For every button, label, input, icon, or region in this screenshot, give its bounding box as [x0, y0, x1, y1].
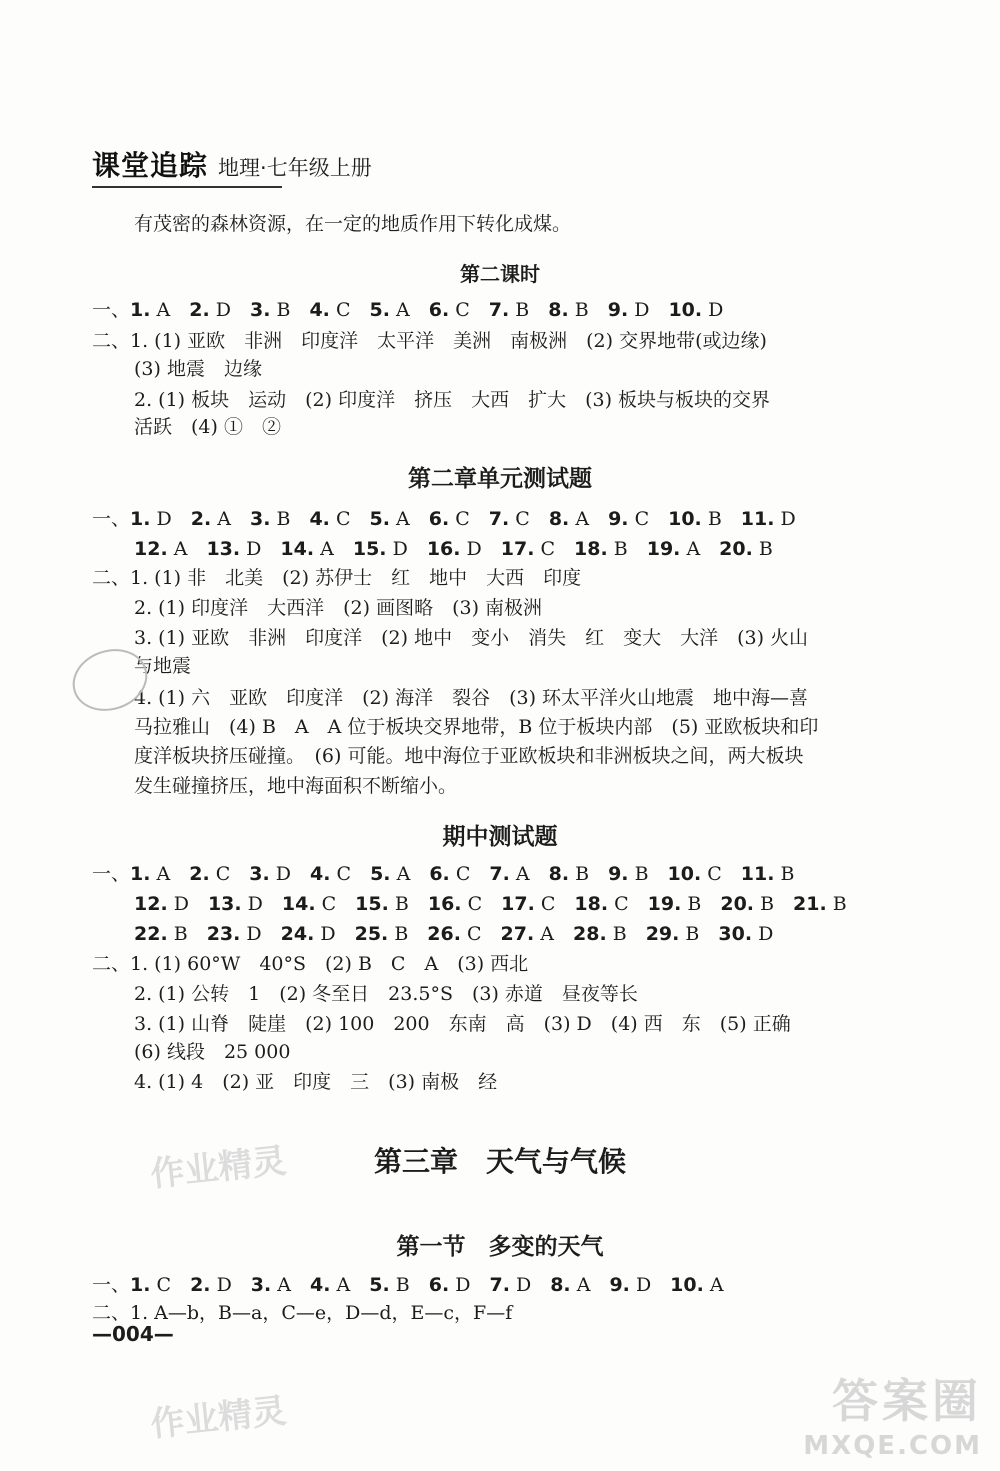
- question-number: 6.: [428, 299, 450, 321]
- answer-item: [249, 862, 291, 886]
- answer-letter: D: [173, 893, 189, 915]
- question-number: 1.: [130, 299, 151, 321]
- answer-letter: D: [758, 923, 774, 945]
- answer-item: [355, 892, 409, 916]
- answer-letter: D: [392, 538, 408, 560]
- answer-letter: B: [394, 923, 409, 945]
- answer-item: [428, 892, 482, 916]
- answer-line: 2. (1) 公转 1 (2) 冬至日 23.5°S (3) 赤道 昼夜等长: [134, 983, 638, 1005]
- question-number: 1.: [130, 863, 151, 885]
- question-number: 22.: [134, 923, 168, 945]
- answer-item: [647, 537, 700, 561]
- answer-letter: B: [612, 923, 627, 945]
- answer-letter: B: [276, 508, 291, 530]
- answer-line: 2. (1) 印度洋 大西洋 (2) 画图略 (3) 南极洲: [134, 597, 543, 619]
- answer-letter: A: [575, 508, 590, 530]
- answer-item: [280, 537, 333, 561]
- answer-item: [670, 1273, 723, 1297]
- answer-letter: B: [685, 923, 700, 945]
- answer-item: [574, 892, 628, 916]
- answer-item: [429, 507, 470, 531]
- answer-item: [250, 507, 290, 531]
- answer-line: 度洋板块挤压碰撞。 (6) 可能。地中海位于亚欧板块和非洲板块之间，两大板块: [134, 745, 804, 767]
- header-rule: [92, 186, 282, 188]
- answer-row: [92, 862, 813, 886]
- question-number: 11.: [740, 863, 775, 885]
- answer-item: [355, 922, 409, 946]
- question-number: 1.: [130, 508, 151, 530]
- answer-item: [309, 298, 350, 322]
- question-number: 3.: [250, 1274, 272, 1296]
- question-number: 2.: [189, 299, 210, 321]
- question-number: 7.: [489, 1274, 510, 1296]
- question-number: 11.: [740, 508, 775, 530]
- answer-letter: C: [455, 508, 470, 530]
- answer-item: [501, 892, 555, 916]
- question-number: 18.: [574, 538, 608, 560]
- answer-item: [501, 537, 555, 561]
- answer-letter: C: [515, 508, 530, 530]
- page-header: [92, 150, 372, 182]
- question-number: 30.: [718, 923, 753, 945]
- answer-letter: A: [156, 863, 171, 885]
- chapter-title: 第三章 天气与气候: [373, 1145, 626, 1178]
- answer-item: [134, 922, 188, 946]
- watermark: [803, 1365, 982, 1461]
- answer-item: [608, 507, 649, 531]
- answer-letter: D: [216, 1274, 232, 1296]
- question-number: 4.: [309, 508, 330, 530]
- answer-line: 2. (1) 板块 运动 (2) 印度洋 挤压 大西 扩大 (3) 板块与板块的交界: [134, 389, 771, 411]
- row-prefix: 一、: [92, 508, 131, 530]
- answer-item: [793, 892, 847, 916]
- answer-item: [668, 862, 722, 886]
- answer-item: [668, 507, 722, 531]
- book-subtitle: 地理·七年级上册: [218, 156, 372, 180]
- answer-item: [370, 862, 410, 886]
- answer-row: [92, 1273, 743, 1297]
- question-number: 6.: [428, 1274, 450, 1296]
- answer-letter: D: [708, 299, 724, 321]
- answer-line: (3) 地震 边缘: [134, 358, 262, 380]
- answer-letter: C: [540, 893, 556, 915]
- answer-item: [489, 862, 529, 886]
- question-number: 13.: [206, 538, 241, 560]
- answer-letter: C: [335, 299, 351, 321]
- answer-letter: A: [686, 538, 701, 560]
- answer-item: [719, 537, 773, 561]
- answer-item: [489, 1273, 531, 1297]
- question-number: 19.: [646, 538, 681, 560]
- question-number: 4.: [310, 1274, 331, 1296]
- answer-line: 二、1. (1) 非 北美 (2) 苏伊士 红 地中 大西 印度: [92, 567, 582, 589]
- answer-item: [208, 892, 263, 916]
- answer-item: [282, 892, 336, 916]
- answer-letter: A: [396, 863, 411, 885]
- answer-letter: C: [707, 863, 722, 885]
- answer-line: 4. (1) 六 亚欧 印度洋 (2) 海洋 裂谷 (3) 环太平洋火山地震 地中海—喜: [134, 687, 809, 709]
- question-number: 13.: [207, 893, 242, 915]
- question-number: 8.: [548, 299, 569, 321]
- answer-letter: D: [780, 508, 796, 530]
- answer-item: [370, 298, 410, 322]
- answer-letter: A: [277, 1274, 292, 1296]
- answer-item: [609, 1273, 651, 1297]
- section-title-lesson2: 第二课时: [460, 262, 540, 286]
- answer-item: [668, 298, 723, 322]
- answer-letter: D: [247, 893, 263, 915]
- question-number: 20.: [720, 893, 755, 915]
- answer-item: [427, 537, 482, 561]
- question-number: 21.: [793, 893, 827, 915]
- faint-stamp-text: 作业精灵: [148, 1140, 289, 1195]
- question-number: 5.: [370, 863, 391, 885]
- intro-text: 有茂密的森林资源，在一定的地质作用下转化成煤。: [134, 213, 572, 235]
- answer-item: [134, 892, 189, 916]
- answer-letter: A: [156, 299, 171, 321]
- answer-letter: B: [394, 893, 409, 915]
- answer-item: [741, 862, 795, 886]
- question-number: 15.: [352, 538, 387, 560]
- answer-letter: B: [634, 863, 649, 885]
- answer-row: [92, 507, 815, 531]
- answer-letter: C: [215, 863, 231, 885]
- answer-item: [189, 862, 230, 886]
- answer-letter: C: [614, 893, 629, 915]
- answer-letter: C: [634, 508, 650, 530]
- answer-letter: B: [832, 893, 847, 915]
- answer-item: [489, 298, 529, 322]
- question-number: 29.: [645, 923, 680, 945]
- answer-item: [310, 862, 351, 886]
- answer-item: [574, 537, 628, 561]
- answer-item: [251, 1273, 291, 1297]
- answer-item: [573, 922, 627, 946]
- answer-letter: C: [336, 863, 352, 885]
- answer-item: [720, 892, 774, 916]
- answer-letter: D: [275, 863, 292, 885]
- question-number: 7.: [489, 863, 510, 885]
- answer-item: [281, 922, 336, 946]
- answer-item: [353, 537, 408, 561]
- watermark-url: MXQE.COM: [803, 1431, 982, 1461]
- answer-letter: C: [455, 299, 470, 321]
- section-title-midterm: 期中测试题: [442, 824, 558, 850]
- answer-letter: D: [634, 299, 650, 321]
- question-number: 5.: [369, 1274, 390, 1296]
- question-number: 17.: [500, 538, 535, 560]
- answer-letter: C: [156, 1274, 172, 1296]
- answer-letter: B: [760, 893, 775, 915]
- answer-line: 与地震: [134, 655, 192, 677]
- answer-line: 二、1. (1) 60°W 40°S (2) B C A (3) 西北: [92, 953, 529, 975]
- answer-letter: A: [336, 1274, 351, 1296]
- answer-letter: D: [466, 538, 482, 560]
- faint-stamp-text: 作业精灵: [148, 1390, 289, 1445]
- answer-row: [134, 537, 792, 561]
- answer-letter: A: [320, 538, 334, 560]
- answer-letter: C: [540, 538, 556, 560]
- question-number: 14.: [281, 893, 316, 915]
- question-number: 16.: [427, 893, 462, 915]
- answer-letter: B: [687, 893, 702, 915]
- answer-letter: B: [707, 508, 722, 530]
- answer-item: [207, 922, 262, 946]
- answer-letter: D: [215, 299, 231, 321]
- question-number: 9.: [608, 508, 629, 530]
- answer-item: [130, 1273, 171, 1297]
- answer-item: [608, 862, 648, 886]
- answer-letter: B: [574, 299, 589, 321]
- answer-letter: D: [455, 1274, 471, 1296]
- answer-letter: A: [396, 299, 410, 321]
- answer-letter: D: [246, 923, 262, 945]
- answer-item: [646, 922, 700, 946]
- question-number: 19.: [647, 893, 682, 915]
- page-number: —004—: [92, 1322, 174, 1346]
- question-number: 28.: [573, 923, 607, 945]
- question-number: 5.: [369, 299, 390, 321]
- question-number: 15.: [355, 893, 389, 915]
- answer-line: 马拉雅山 (4) B A A 位于板块交界地带，B 位于板块内部 (5) 亚欧板块和印: [134, 716, 819, 738]
- answer-item: [501, 922, 554, 946]
- question-number: 3.: [249, 508, 271, 530]
- answer-row: [92, 298, 742, 322]
- answer-letter: D: [320, 923, 336, 945]
- answer-item: [427, 922, 481, 946]
- question-number: 14.: [280, 538, 315, 560]
- question-number: 2.: [190, 1274, 211, 1296]
- question-number: 17.: [501, 893, 535, 915]
- question-number: 12.: [134, 538, 168, 560]
- question-number: 2.: [190, 508, 212, 530]
- question-number: 27.: [500, 923, 535, 945]
- question-number: 24.: [280, 923, 315, 945]
- question-number: 26.: [427, 923, 461, 945]
- answer-letter: C: [335, 508, 351, 530]
- answer-item: [369, 1273, 409, 1297]
- answer-letter: A: [396, 508, 410, 530]
- question-number: 8.: [548, 508, 570, 530]
- answer-item: [190, 1273, 232, 1297]
- answer-line: 4. (1) 4 (2) 亚 印度 三 (3) 南极 经: [134, 1071, 498, 1093]
- answer-item: [191, 507, 231, 531]
- answer-letter: C: [321, 893, 337, 915]
- answer-item: [550, 1273, 590, 1297]
- question-number: 23.: [206, 923, 241, 945]
- question-number: 6.: [428, 508, 450, 530]
- question-number: 9.: [608, 863, 629, 885]
- question-number: 3.: [249, 863, 270, 885]
- question-number: 10.: [670, 1274, 704, 1296]
- answer-letter: B: [758, 538, 773, 560]
- question-number: 2.: [189, 863, 210, 885]
- answer-letter: B: [575, 863, 590, 885]
- answer-row: [134, 892, 866, 916]
- question-number: 4.: [309, 299, 330, 321]
- answer-item: [250, 298, 290, 322]
- question-number: 8.: [548, 863, 570, 885]
- answer-letter: B: [276, 299, 291, 321]
- row-prefix: 一、: [92, 299, 131, 321]
- question-number: 10.: [668, 508, 702, 530]
- answer-item: [741, 507, 796, 531]
- answer-line: 二、1. (1) 亚欧 非洲 印度洋 太平洋 美洲 南极洲 (2) 交界地带(或边缘): [92, 330, 767, 352]
- question-number: 9.: [609, 1274, 630, 1296]
- answer-letter: D: [515, 1274, 532, 1296]
- answer-letter: D: [635, 1274, 652, 1296]
- answer-letter: B: [780, 863, 795, 885]
- answer-item: [130, 862, 170, 886]
- question-number: 18.: [574, 893, 609, 915]
- answer-item: [309, 507, 350, 531]
- section-title-chapter3-section1: 第一节 多变的天气: [396, 1234, 604, 1260]
- answer-item: [370, 507, 410, 531]
- answer-item: [130, 298, 170, 322]
- answer-row: [134, 922, 792, 946]
- answer-item: [429, 298, 470, 322]
- answer-item: [189, 298, 231, 322]
- answer-letter: B: [173, 923, 188, 945]
- answer-item: [549, 507, 589, 531]
- answer-letter: D: [246, 538, 262, 560]
- question-number: 20.: [719, 538, 753, 560]
- answer-item: [206, 537, 261, 561]
- answer-line: 3. (1) 亚欧 非洲 印度洋 (2) 地中 变小 消失 红 变大 大洋 (3) 火山: [134, 627, 809, 649]
- question-number: 4.: [310, 863, 331, 885]
- answer-letter: B: [395, 1274, 410, 1296]
- question-number: 10.: [668, 299, 703, 321]
- question-number: 5.: [369, 508, 390, 530]
- answer-item: [429, 862, 470, 886]
- question-number: 7.: [488, 508, 510, 530]
- question-number: 1.: [130, 1274, 151, 1296]
- section-title-chapter2-test: 第二章单元测试题: [408, 466, 592, 492]
- watermark-logo-text: 答案圈: [832, 1374, 982, 1428]
- answer-letter: C: [467, 893, 483, 915]
- question-number: 10.: [667, 863, 702, 885]
- answer-letter: C: [467, 923, 482, 945]
- answer-item: [489, 507, 530, 531]
- answer-item: [608, 298, 650, 322]
- question-number: 7.: [488, 299, 510, 321]
- answer-letter: B: [613, 538, 628, 560]
- question-number: 16.: [426, 538, 461, 560]
- answer-letter: A: [540, 923, 554, 945]
- answer-line: 发生碰撞挤压，地中海面积不断缩小。: [134, 775, 458, 797]
- question-number: 9.: [607, 299, 629, 321]
- answer-letter: A: [576, 1274, 591, 1296]
- question-number: 8.: [550, 1274, 571, 1296]
- answer-letter: A: [217, 508, 231, 530]
- answer-item: [429, 1273, 471, 1297]
- question-number: 3.: [249, 299, 271, 321]
- answer-line: (6) 线段 25 000: [134, 1041, 291, 1063]
- answer-line: 二、1. A—b，B—a，C—e，D—d，E—c，F—f: [92, 1302, 513, 1324]
- answer-line: 3. (1) 山脊 陡崖 (2) 100 200 东南 高 (3) D (4) 西 东 (5) 正确: [134, 1013, 791, 1035]
- answer-letter: A: [173, 538, 188, 560]
- question-number: 6.: [429, 863, 450, 885]
- question-number: 25.: [354, 923, 389, 945]
- answer-item: [549, 862, 589, 886]
- answer-item: [718, 922, 773, 946]
- answer-letter: B: [515, 299, 530, 321]
- answer-letter: A: [515, 863, 530, 885]
- answer-item: [130, 507, 172, 531]
- row-prefix: 一、: [92, 863, 131, 885]
- answer-letter: A: [709, 1274, 724, 1296]
- answer-item: [548, 298, 588, 322]
- answer-letter: C: [455, 863, 471, 885]
- row-prefix: 一、: [92, 1274, 131, 1296]
- question-number: 12.: [134, 893, 168, 915]
- answer-item: [134, 537, 187, 561]
- answer-letter: D: [156, 508, 172, 530]
- answer-item: [310, 1273, 350, 1297]
- answer-line: 活跃 (4) ① ②: [134, 416, 281, 438]
- answer-item: [648, 892, 702, 916]
- book-logo: 课堂追踪: [92, 149, 209, 182]
